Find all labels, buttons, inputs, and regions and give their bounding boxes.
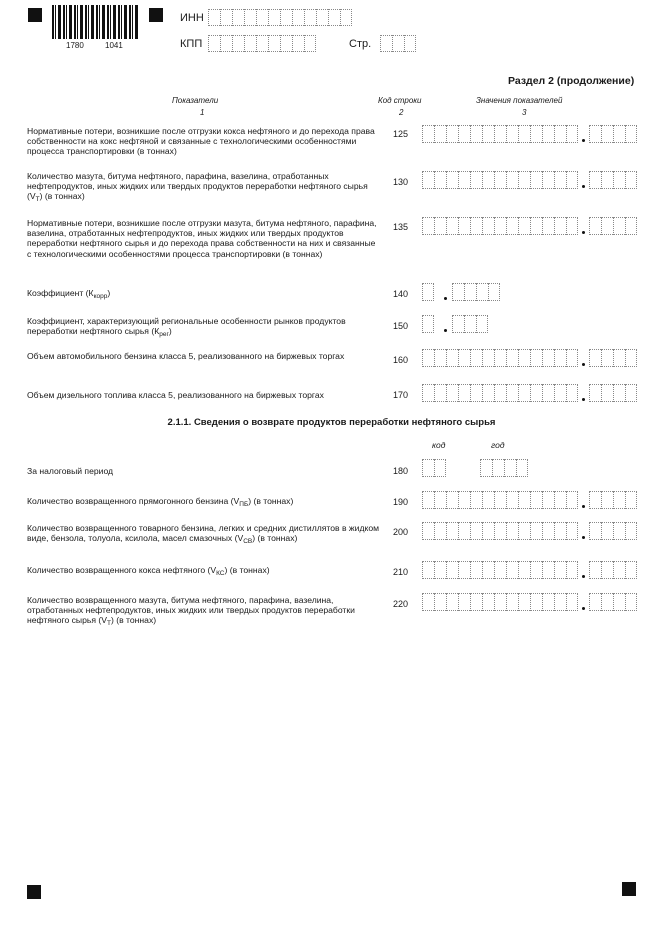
kpp-label: КПП bbox=[180, 38, 203, 50]
row-170-code: 170 bbox=[393, 390, 409, 400]
row-130-decimal-point bbox=[582, 185, 585, 188]
row-160-value-integer[interactable] bbox=[422, 349, 578, 367]
row-210-label: Количество возвращенного кокса нефтяного $(V_{КС})$ (в тоннах) bbox=[27, 565, 270, 577]
row-140-value-integer[interactable] bbox=[422, 283, 434, 301]
row-125-code: 125 bbox=[393, 129, 409, 139]
row-140-code: 140 bbox=[393, 289, 409, 299]
row-160-decimal-point bbox=[582, 363, 585, 366]
row-150-label: Коэффициент, характеризующий региональные особенности рынков продуктов переработки нефтяного сырья $(К_{рег})$ bbox=[27, 316, 346, 339]
row-190-value-decimal[interactable] bbox=[589, 491, 637, 509]
column-header-values-num: 3 bbox=[522, 108, 527, 117]
page-label: Стр. bbox=[349, 38, 372, 50]
corner-marker-top-right bbox=[149, 8, 163, 22]
row-150-value-integer[interactable] bbox=[422, 315, 434, 333]
period-code-header: код bbox=[432, 440, 446, 450]
row-210-decimal-point bbox=[582, 575, 585, 578]
row-200-label: Количество возвращенного товарного бензина, легких и средних дистиллятов в жидком виде, бензола, толуола, ксилола, масел смазочных $(V_{СВ})$ (в тоннах) bbox=[27, 523, 380, 546]
row-170-decimal-point bbox=[582, 398, 585, 401]
row-200-decimal-point bbox=[582, 536, 585, 539]
row-220-value-integer[interactable] bbox=[422, 593, 578, 611]
barcode-number-right: 1041 bbox=[105, 41, 123, 50]
corner-marker-bottom-left bbox=[27, 885, 41, 899]
row-160-label: Объем автомобильного бензина класса 5, реализованного на биржевых торгах bbox=[27, 351, 345, 361]
row-150-decimal-point bbox=[444, 329, 447, 332]
row-180-period-year[interactable] bbox=[480, 459, 528, 477]
row-135-value-decimal[interactable] bbox=[589, 217, 637, 235]
corner-marker-top-left bbox=[28, 8, 42, 22]
subsection-title: 2.1.1. Сведения о возврате продуктов переработки нефтяного сырья bbox=[167, 417, 496, 428]
inn-field[interactable] bbox=[208, 9, 352, 26]
column-header-values: Значения показателей bbox=[476, 96, 563, 105]
row-180-code: 180 bbox=[393, 466, 409, 476]
row-130-label: Количество мазута, битума нефтяного, парафина, вазелина, отработанных нефтепродуктов, иных жидких или твердых продуктов переработки нефтяного сырья $(V_Т)$ (в тоннах) bbox=[27, 171, 368, 204]
row-135-code: 135 bbox=[393, 222, 409, 232]
row-180-period-code[interactable] bbox=[422, 459, 446, 477]
row-125-label: Нормативные потери, возникшие после отгрузки кокса нефтяного и до перехода права собственности на кокс нефтяной и связанные с технологическими особенностями процесса транспортировки (в тоннах) bbox=[27, 126, 375, 157]
row-125-value-integer[interactable] bbox=[422, 125, 578, 143]
corner-marker-bottom-right bbox=[622, 882, 636, 896]
row-150-code: 150 bbox=[393, 321, 409, 331]
row-125-decimal-point bbox=[582, 139, 585, 142]
row-200-value-decimal[interactable] bbox=[589, 522, 637, 540]
row-140-label: Коэффициент $(К_{корр})$ bbox=[27, 288, 111, 300]
row-170-label: Объем дизельного топлива класса 5, реализованного на биржевых торгах bbox=[27, 390, 324, 400]
row-160-value-decimal[interactable] bbox=[589, 349, 637, 367]
row-200-code: 200 bbox=[393, 527, 409, 537]
column-header-indicators: Показатели bbox=[172, 96, 219, 105]
period-year-header: год bbox=[491, 440, 505, 450]
row-220-code: 220 bbox=[393, 599, 409, 609]
section-title: Раздел 2 (продолжение) bbox=[508, 75, 635, 87]
barcode-number-left: 1780 bbox=[66, 41, 84, 50]
row-190-value-integer[interactable] bbox=[422, 491, 578, 509]
column-header-code-num: 2 bbox=[399, 108, 404, 117]
row-135-label: Нормативные потери, возникшие после отгрузки мазута, битума нефтяного, парафина, вазелина, отработанных нефтепродуктов, иных жидких или твердых продуктов переработки нефтяного сырья и до перехода права собственности на них и связанные с технологическими особенностями процесса транспортировки (в тоннах) bbox=[27, 218, 377, 259]
row-160-code: 160 bbox=[393, 355, 409, 365]
row-190-label: Количество возвращенного прямогонного бензина $(V_{ПБ})$ (в тоннах) bbox=[27, 496, 294, 508]
row-200-value-integer[interactable] bbox=[422, 522, 578, 540]
barcode bbox=[52, 5, 138, 39]
row-210-value-decimal[interactable] bbox=[589, 561, 637, 579]
row-220-value-decimal[interactable] bbox=[589, 593, 637, 611]
kpp-field[interactable] bbox=[208, 35, 316, 52]
row-190-decimal-point bbox=[582, 505, 585, 508]
row-140-decimal-point bbox=[444, 297, 447, 300]
row-140-value-decimal[interactable] bbox=[452, 283, 500, 301]
row-125-value-decimal[interactable] bbox=[589, 125, 637, 143]
row-170-value-integer[interactable] bbox=[422, 384, 578, 402]
row-130-code: 130 bbox=[393, 177, 409, 187]
row-130-value-decimal[interactable] bbox=[589, 171, 637, 189]
row-130-value-integer[interactable] bbox=[422, 171, 578, 189]
row-180-label: За налоговый период bbox=[27, 466, 114, 476]
row-210-code: 210 bbox=[393, 567, 409, 577]
row-135-decimal-point bbox=[582, 231, 585, 234]
inn-label: ИНН bbox=[180, 12, 204, 24]
row-190-code: 190 bbox=[393, 497, 409, 507]
column-header-code: Код строки bbox=[378, 96, 422, 105]
column-header-indicators-num: 1 bbox=[200, 108, 205, 117]
row-220-label: Количество возвращенного мазута, битума нефтяного, парафина, вазелина, отработанных нефтепродуктов, иных жидких или твердых продуктов переработки нефтяного сырья $(V_Т)$ (в тоннах) bbox=[27, 595, 355, 628]
row-170-value-decimal[interactable] bbox=[589, 384, 637, 402]
page-number-field[interactable] bbox=[380, 35, 416, 52]
row-150-value-decimal[interactable] bbox=[452, 315, 488, 333]
row-210-value-integer[interactable] bbox=[422, 561, 578, 579]
row-135-value-integer[interactable] bbox=[422, 217, 578, 235]
row-220-decimal-point bbox=[582, 607, 585, 610]
